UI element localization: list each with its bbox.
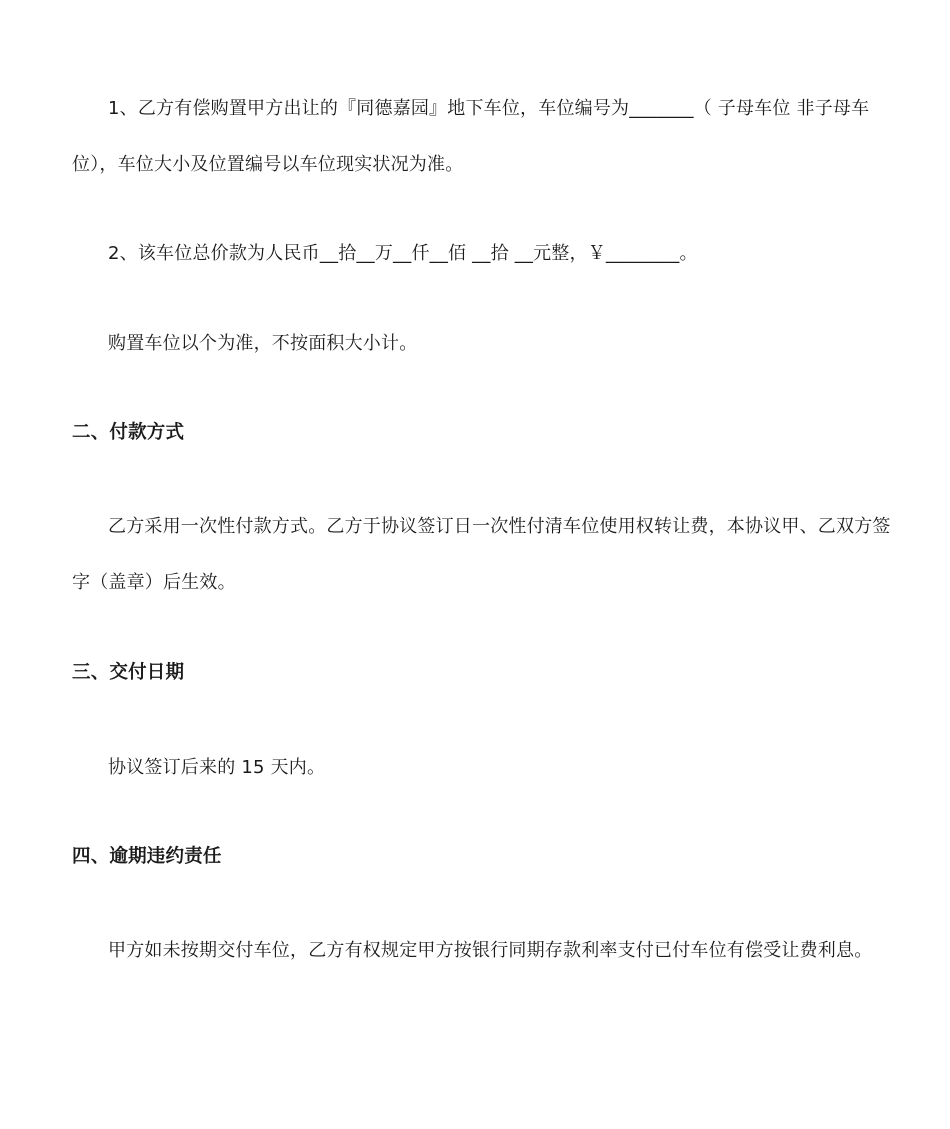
section-2-heading: 二、付款方式 xyxy=(72,422,185,443)
section-2-paragraph-line-2: 字（盖章）后生效。 xyxy=(72,572,236,593)
section-4-paragraph-line-1: 甲方如未按期交付车位，乙方有权规定甲方按银行同期存款利率支付已付车位有偿受让费利息。 xyxy=(108,940,873,961)
clause-2-line-1: 2、该车位总价款为人民币__拾__万__仟__佰 __拾 __元整，￥________。 xyxy=(108,243,698,264)
section-4-heading: 四、逾期违约责任 xyxy=(72,846,222,867)
section-2-paragraph-line-1: 乙方采用一次性付款方式。乙方于协议签订日一次性付清车位使用权转让费，本协议甲、乙双方签 xyxy=(108,516,891,537)
clause-1-line-1: 1、乙方有偿购置甲方出让的『同德嘉园』地下车位，车位编号为_______（ 子母车位 非子母车 xyxy=(108,98,870,119)
clause-1-line-2: 位），车位大小及位置编号以车位现实状况为准。 xyxy=(72,154,464,175)
section-3-paragraph-line-1: 协议签订后来的 15 天内。 xyxy=(108,757,326,778)
section-3-heading: 三、交付日期 xyxy=(72,662,185,683)
clause-3-line-1: 购置车位以个为准，不按面积大小计。 xyxy=(108,333,418,354)
